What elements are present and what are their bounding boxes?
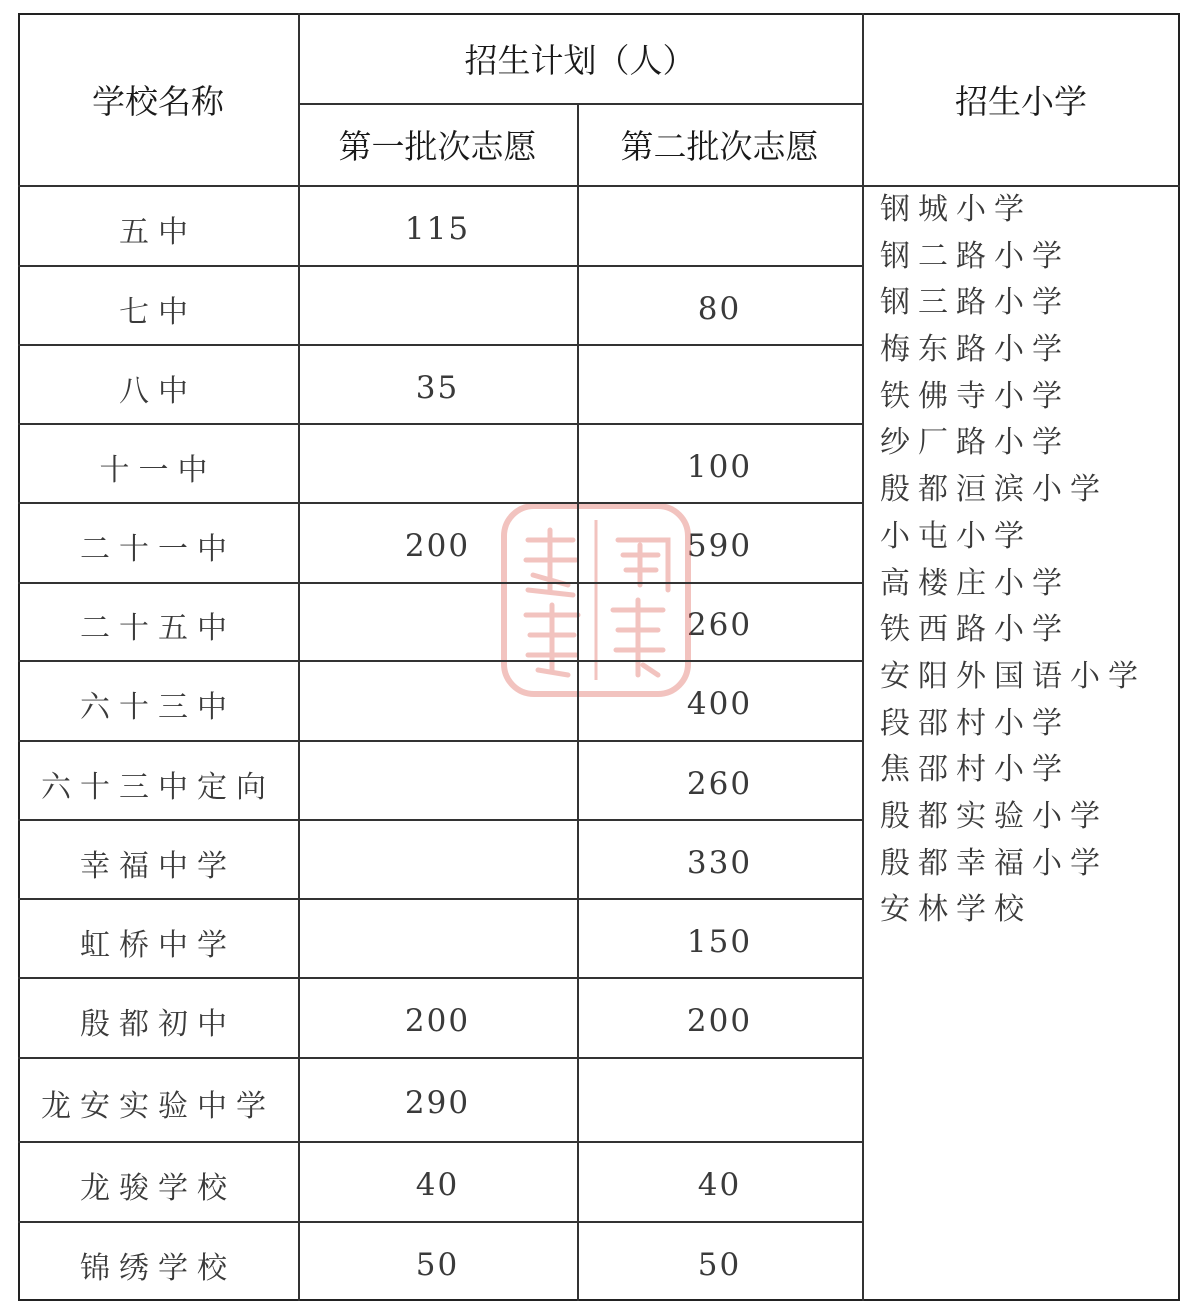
row-divider	[18, 582, 862, 584]
primary-school-item: 焦邵村小学	[880, 752, 1070, 788]
batch2-quota-cell: 40	[697, 1167, 742, 1203]
header-batch2: 第二批次志愿	[620, 126, 819, 166]
header-primary-schools: 招生小学	[955, 81, 1087, 121]
primary-school-item: 梅东路小学	[880, 332, 1070, 368]
batch2-quota-cell	[577, 1061, 862, 1145]
school-name-cell: 六十三中定向	[41, 769, 275, 805]
row-divider	[18, 1141, 862, 1143]
batch2-quota-cell: 400	[686, 686, 753, 722]
school-name-cell: 五中	[119, 215, 197, 250]
header-batch1: 第一批次志愿	[338, 126, 537, 166]
batch1-quota-cell: 200	[404, 1003, 471, 1039]
primary-school-item: 铁西路小学	[880, 612, 1070, 648]
primary-school-item: 殷都实验小学	[880, 798, 1108, 834]
primary-school-item: 殷都幸福小学	[880, 845, 1108, 881]
header-school-name: 学校名称	[92, 81, 224, 121]
batch1-quota-cell	[298, 902, 577, 981]
row-divider	[18, 819, 862, 821]
primary-school-item: 殷都洹滨小学	[880, 472, 1108, 508]
primary-school-item: 安林学校	[880, 892, 1032, 928]
column-divider	[862, 13, 864, 1301]
batch1-quota-cell: 40	[415, 1167, 460, 1203]
batch2-quota-cell: 150	[686, 923, 753, 960]
header-divider	[18, 185, 1180, 187]
batch2-quota-cell: 50	[697, 1247, 742, 1283]
batch2-quota-cell: 200	[686, 1003, 753, 1039]
row-divider	[18, 1221, 862, 1223]
primary-school-item: 钢城小学	[880, 192, 1032, 227]
primary-school-item: 高楼庄小学	[880, 565, 1070, 601]
batch2-quota-cell: 590	[686, 528, 753, 564]
school-name-cell: 锦绣学校	[80, 1251, 236, 1286]
batch1-quota-cell	[298, 586, 577, 664]
row-divider	[18, 502, 862, 504]
row-divider	[18, 660, 862, 662]
batch1-quota-cell	[298, 269, 577, 348]
batch1-quota-cell	[298, 427, 577, 506]
row-divider	[18, 1057, 862, 1059]
primary-school-item: 钢三路小学	[880, 285, 1070, 321]
batch2-quota-cell: 260	[686, 765, 753, 802]
school-name-cell: 八中	[119, 373, 197, 409]
batch2-quota-cell: 100	[686, 448, 753, 485]
row-divider	[18, 977, 862, 979]
row-divider	[18, 898, 862, 900]
school-name-cell: 龙骏学校	[80, 1171, 236, 1206]
row-divider	[18, 265, 862, 267]
batch1-quota-cell: 290	[404, 1085, 471, 1121]
batch1-quota-cell	[298, 744, 577, 823]
primary-school-list	[880, 187, 1180, 934]
primary-school-item: 小屯小学	[880, 518, 1032, 554]
column-divider	[577, 103, 579, 1301]
header-divider	[298, 103, 862, 105]
header-enrollment-plan: 招生计划（人）	[464, 40, 696, 80]
school-name-cell: 二十一中	[80, 532, 236, 567]
school-name-cell: 七中	[119, 294, 197, 330]
school-name-cell: 殷都初中	[80, 1007, 236, 1042]
primary-school-item: 铁佛寺小学	[880, 378, 1070, 414]
batch2-quota-cell: 80	[697, 290, 742, 327]
school-name-cell: 龙安实验中学	[41, 1089, 275, 1124]
batch1-quota-cell: 50	[415, 1247, 460, 1283]
row-divider	[18, 740, 862, 742]
primary-school-item: 段邵村小学	[880, 705, 1070, 741]
school-name-cell: 虹桥中学	[80, 927, 236, 963]
batch1-quota-cell: 200	[404, 528, 471, 564]
row-divider	[18, 423, 862, 425]
batch1-quota-cell	[298, 664, 577, 744]
school-name-cell: 十一中	[99, 452, 217, 488]
primary-school-item: 纱厂路小学	[880, 425, 1070, 461]
batch1-quota-cell: 35	[415, 369, 460, 406]
primary-school-item: 钢二路小学	[880, 238, 1070, 274]
school-name-cell: 幸福中学	[80, 848, 236, 884]
batch2-quota-cell: 260	[686, 607, 753, 643]
column-divider	[298, 13, 300, 1301]
batch2-quota-cell	[577, 189, 862, 269]
school-name-cell: 六十三中	[80, 690, 236, 725]
batch1-quota-cell: 115	[404, 211, 471, 247]
batch2-quota-cell	[577, 348, 862, 427]
primary-school-item: 安阳外国语小学	[880, 658, 1146, 694]
batch2-quota-cell: 330	[686, 844, 753, 881]
row-divider	[18, 344, 862, 346]
batch1-quota-cell	[298, 823, 577, 902]
school-name-cell: 二十五中	[80, 611, 236, 646]
